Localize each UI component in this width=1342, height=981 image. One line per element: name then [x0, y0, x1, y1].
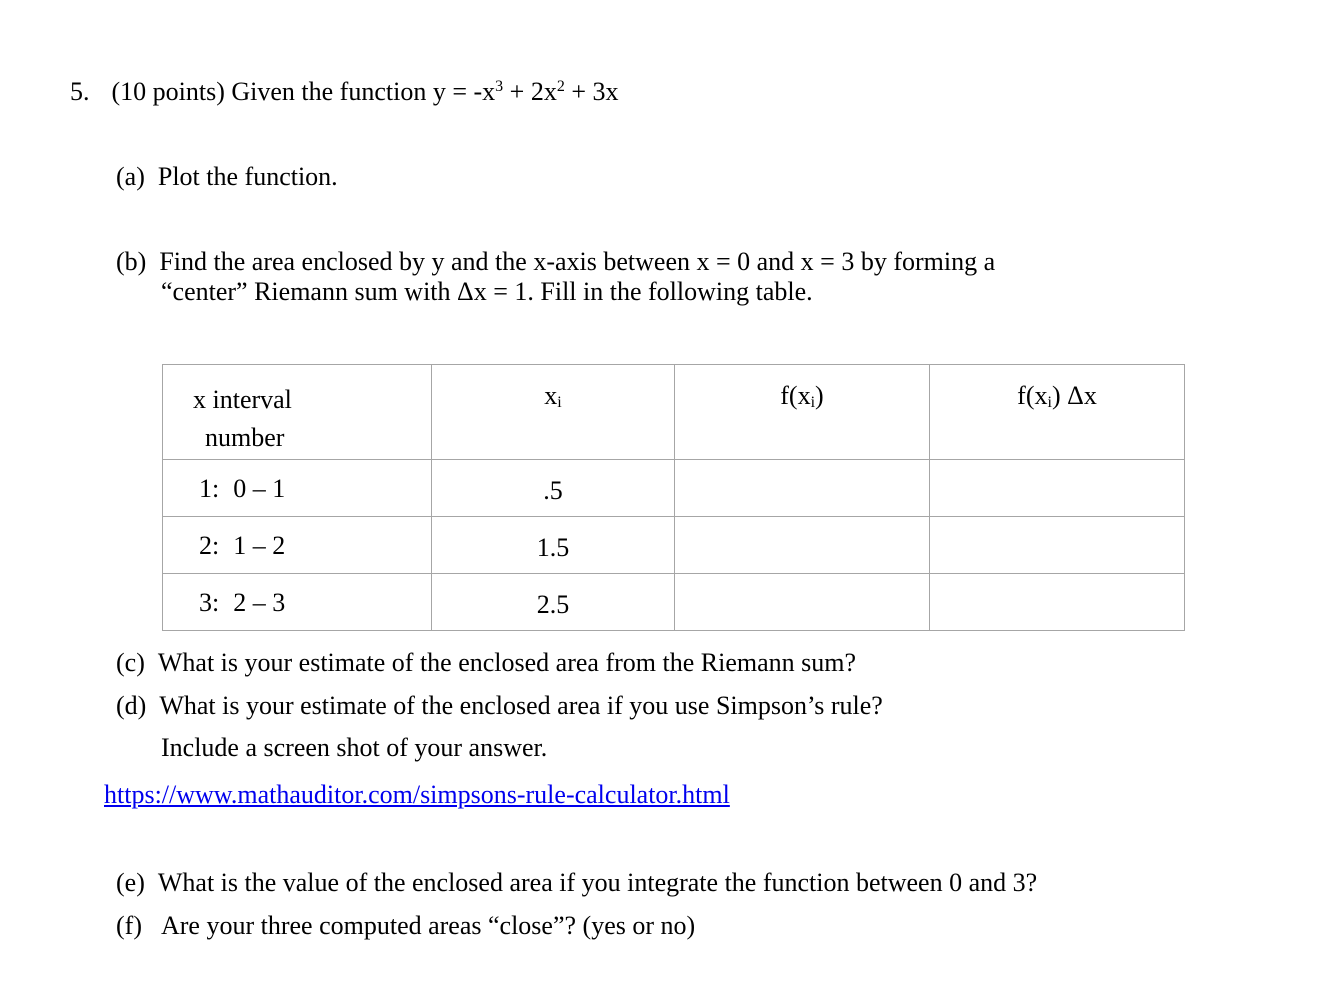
riemann-sum-table — [162, 364, 1185, 631]
header-fxi — [675, 365, 930, 460]
table-header-row — [163, 365, 1185, 460]
part-c — [116, 648, 856, 678]
part-d — [116, 691, 883, 721]
interval-number: 3: — [199, 588, 220, 617]
header-fxi-post: ) — [815, 381, 824, 410]
cell-fxi[interactable] — [675, 574, 930, 631]
header-fxidx-post: ) Δx — [1051, 381, 1097, 410]
part-c-label: (c) — [116, 648, 145, 677]
problem-heading-mid1: + 2x — [503, 77, 557, 106]
header-fxi-pre: f(x — [780, 381, 811, 410]
header-x-interval-line1: x interval — [193, 385, 292, 414]
part-b — [116, 247, 995, 277]
part-d-continued — [161, 733, 547, 763]
cell-interval — [163, 460, 432, 517]
part-f-label: (f) — [116, 911, 142, 940]
part-d-label: (d) — [116, 691, 147, 720]
part-b-continued — [161, 277, 813, 307]
part-b-line2: “center” Riemann sum with Δx = 1. Fill in the following table. — [161, 277, 813, 306]
header-fxidx-sub: i — [1047, 394, 1052, 411]
part-d-text: What is your estimate of the enclosed area if you use Simpson’s rule? — [159, 691, 883, 720]
xi-value: 2.5 — [536, 590, 570, 619]
exponent-2: 2 — [556, 78, 565, 95]
cell-interval — [163, 517, 432, 574]
interval-number: 1: — [199, 474, 220, 503]
problem-heading-text: (10 points) Given the function y = -x — [111, 77, 496, 106]
part-c-text: What is your estimate of the enclosed area from the Riemann sum? — [157, 648, 857, 677]
part-b-label: (b) — [116, 247, 147, 276]
xi-value: 1.5 — [536, 533, 570, 562]
interval-range: 0 – 1 — [233, 474, 286, 503]
header-xi — [432, 365, 675, 460]
cell-xi — [432, 574, 675, 631]
header-fxi-dx — [930, 365, 1185, 460]
simpsons-rule-calculator-link[interactable]: https://www.mathauditor.com/simpsons-rule-calculator.html — [104, 780, 730, 809]
table-row — [163, 574, 1185, 631]
part-b-line1: Find the area enclosed by y and the x-axis between x = 0 and x = 3 by forming a — [159, 247, 996, 276]
cell-fxi-dx[interactable] — [930, 574, 1185, 631]
problem-number: 5. — [70, 77, 90, 106]
part-a-label: (a) — [116, 162, 145, 191]
header-xi-base: x — [544, 381, 558, 410]
part-a-text: Plot the function. — [157, 162, 338, 191]
part-f-text: Are your three computed areas “close”? (yes or no) — [160, 911, 696, 940]
table-row — [163, 460, 1185, 517]
problem-heading-mid2: + 3x — [564, 77, 619, 106]
interval-number: 2: — [199, 531, 220, 560]
part-f — [116, 911, 695, 941]
cell-fxi-dx[interactable] — [930, 517, 1185, 574]
problem-heading — [70, 77, 619, 107]
part-e — [116, 868, 1037, 898]
table-row — [163, 517, 1185, 574]
part-e-text: What is the value of the enclosed area if you integrate the function between 0 and 3? — [157, 868, 1038, 897]
exponent-3: 3 — [495, 78, 504, 95]
cell-fxi[interactable] — [675, 460, 930, 517]
part-d-text2: Include a screen shot of your answer. — [161, 733, 548, 762]
cell-xi — [432, 517, 675, 574]
part-e-label: (e) — [116, 868, 145, 897]
part-a — [116, 162, 338, 192]
header-xi-sub: i — [557, 394, 562, 411]
interval-range: 2 – 3 — [233, 588, 286, 617]
cell-fxi[interactable] — [675, 517, 930, 574]
header-x-interval-line2: number — [205, 423, 285, 452]
xi-value: .5 — [543, 476, 563, 505]
interval-range: 1 – 2 — [233, 531, 286, 560]
header-x-interval — [163, 365, 432, 460]
cell-fxi-dx[interactable] — [930, 460, 1185, 517]
header-fxi-sub: i — [810, 394, 816, 411]
cell-xi — [432, 460, 675, 517]
header-fxidx-pre: f(x — [1017, 381, 1048, 410]
cell-interval — [163, 574, 432, 631]
